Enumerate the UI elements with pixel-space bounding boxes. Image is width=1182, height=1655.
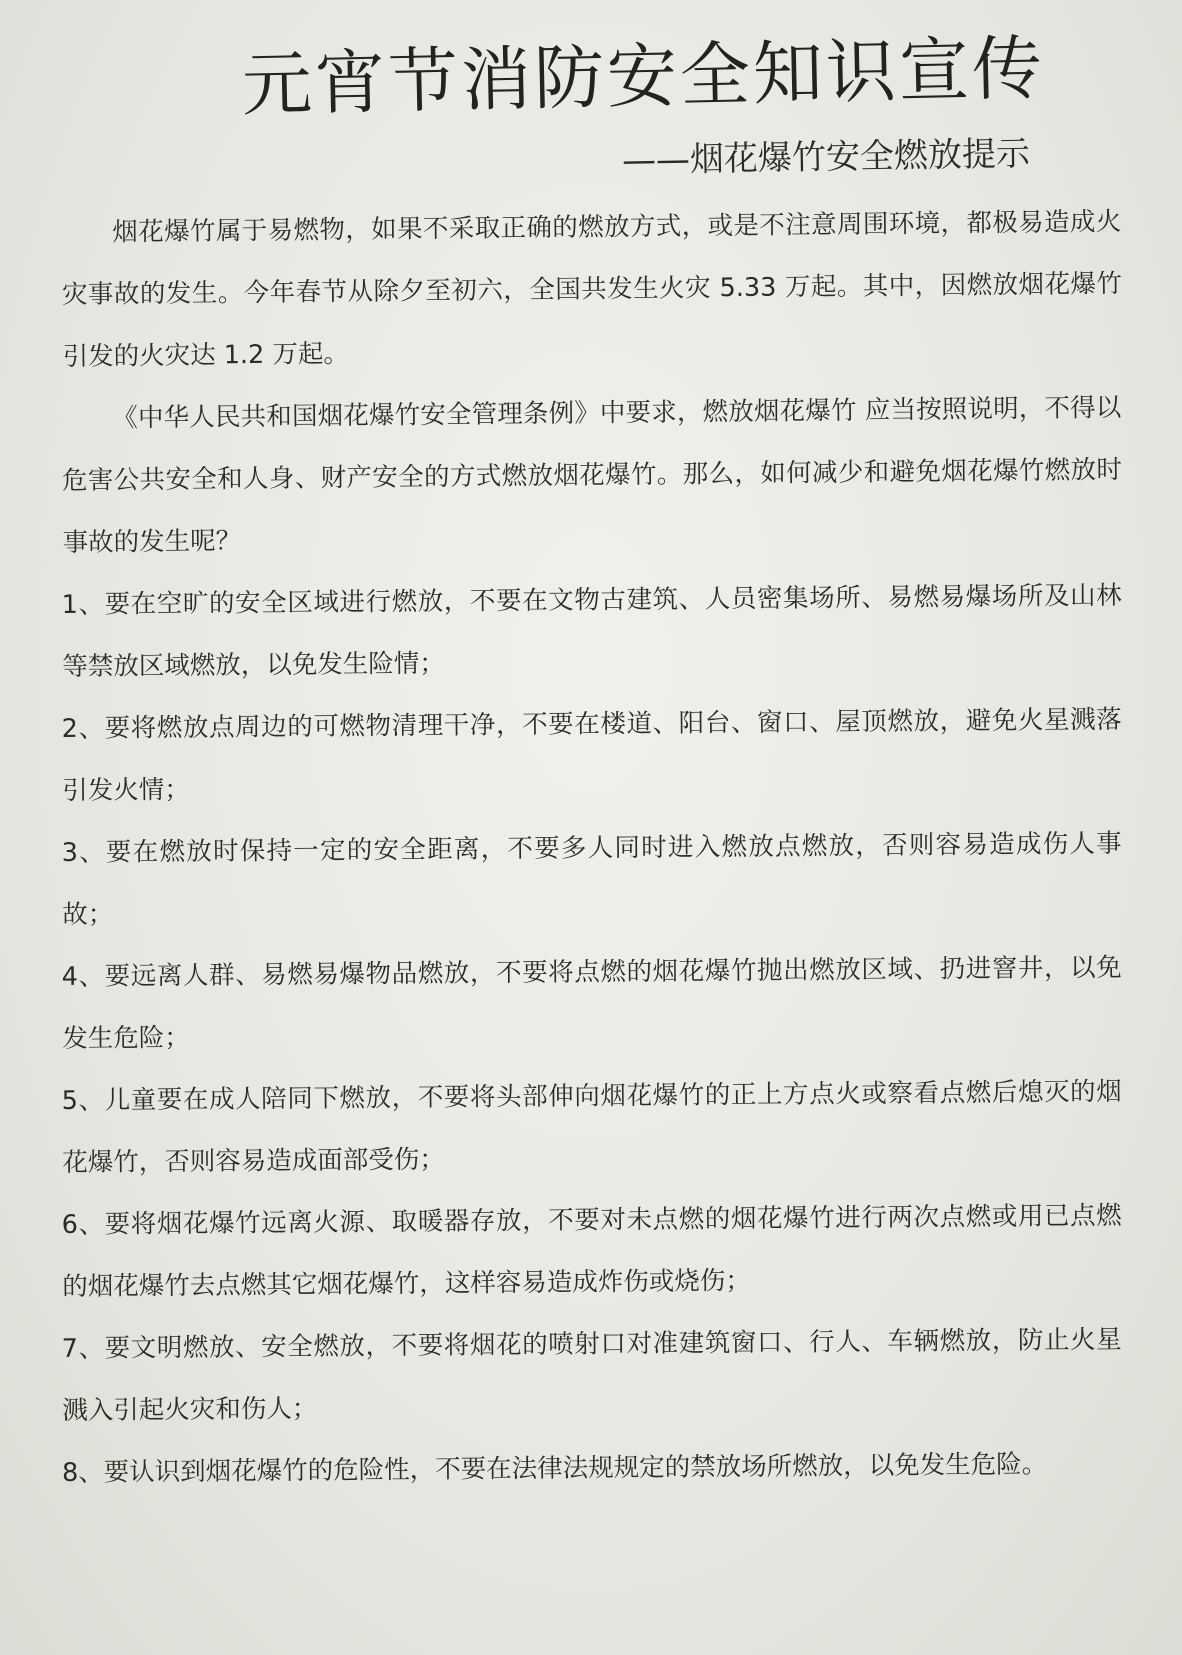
- document-title: 元宵节消防安全知识宣传: [241, 27, 1046, 126]
- intro-paragraph: 烟花爆竹属于易燃物，如果不采取正确的燃放方式，或是不注意周围环境，都极易造成火灾事故的发生。今年春节从除夕至初六，全国共发生火灾 5.33 万起。其中，因燃放烟花爆竹引发的火灾达 1.2 万起。: [61, 206, 1123, 372]
- tip-item-2: 2、要将燃放点周边的可燃物清理干净，不要在楼道、阳台、窗口、屋顶燃放，避免火星溅落引发火情；: [61, 704, 1122, 806]
- document-subtitle: ——烟花爆竹安全燃放提示: [621, 133, 1031, 181]
- tip-item-5: 5、儿童要在成人陪同下燃放，不要将头部伸向烟花爆竹的正上方点火或察看点燃后熄灭的烟花爆竹，否则容易造成面部受伤；: [61, 1076, 1122, 1178]
- tip-item-8: 8、要认识到烟花爆竹的危险性，不要在法律法规规定的禁放场所燃放，以免发生危险。: [61, 1449, 1048, 1488]
- tip-item-4: 4、要远离人群、易燃易爆物品燃放，不要将点燃的烟花爆竹抛出燃放区域、扔进窨井，以免发生危险；: [61, 952, 1122, 1054]
- regulation-paragraph: 《中华人民共和国烟花爆竹安全管理条例》中要求，燃放烟花爆竹 应当按照说明，不得以危害公共安全和人身、财产安全的方式燃放烟花爆竹。那么，如何减少和避免烟花爆竹燃放时事故的发生呢？: [61, 392, 1123, 558]
- tip-item-3: 3、要在燃放时保持一定的安全距离，不要多人同时进入燃放点燃放，否则容易造成伤人事故；: [61, 828, 1122, 930]
- tip-item-6: 6、要将烟花爆竹远离火源、取暖器存放，不要对未点燃的烟花爆竹进行两次点燃或用已点燃的烟花爆竹去点燃其它烟花爆竹，这样容易造成炸伤或烧伤；: [61, 1200, 1122, 1302]
- tip-item-1: 1、要在空旷的安全区域进行燃放，不要在文物古建筑、人员密集场所、易燃易爆场所及山林等禁放区域燃放，以免发生险情；: [61, 580, 1122, 682]
- tip-item-7: 7、要文明燃放、安全燃放，不要将烟花的喷射口对准建筑窗口、行人、车辆燃放，防止火星溅入引起火灾和伤人；: [61, 1324, 1122, 1426]
